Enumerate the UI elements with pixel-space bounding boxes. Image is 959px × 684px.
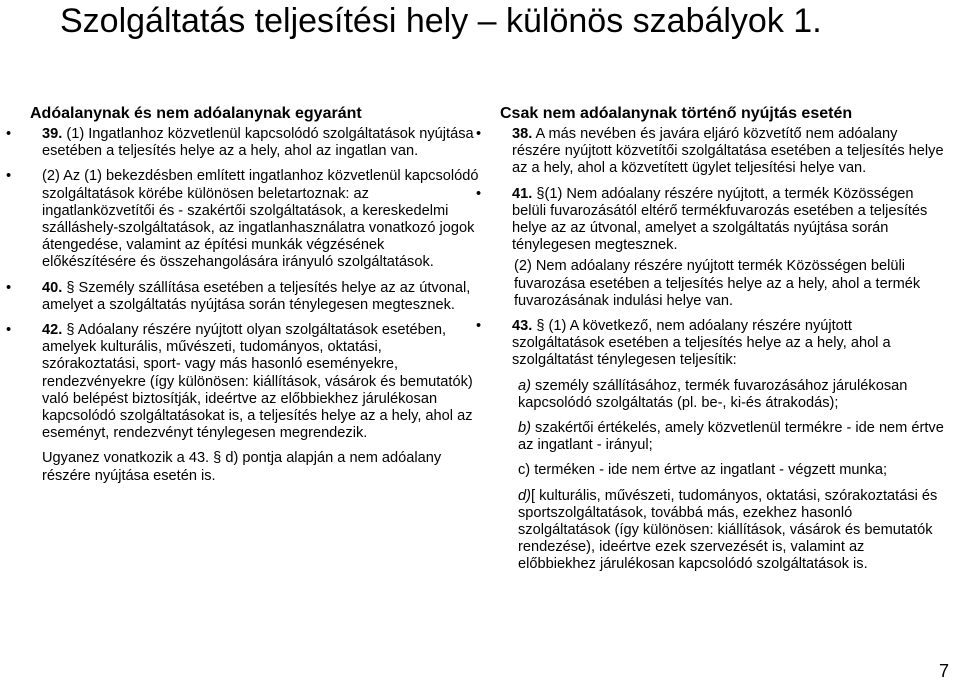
section-number: 42. <box>42 322 63 339</box>
bullet-marker: • <box>476 318 482 335</box>
right-column <box>476 104 945 574</box>
bullet-marker: • <box>476 126 482 142</box>
left-heading: Adóalanynak és nem adóalanynak egyaránt <box>30 105 362 122</box>
list-item-43 <box>476 318 945 370</box>
left-column <box>6 104 480 485</box>
list-item-39 <box>6 126 480 160</box>
section-number: 43. <box>512 318 533 335</box>
right-heading: Csak nem adóalanynak történő nyújtás esetén <box>500 105 853 122</box>
page-number: 7 <box>938 661 949 681</box>
item-text: szakértői értékelés, amely közvetlenül termékre - ide nem értve az ingatlant - irányul; <box>518 420 944 454</box>
item-text: §(1) Nem adóalany részére nyújtott, a termék Közösségen belüli fuvarozásától eltérő termékfuvarozás esetében a teljesítés helye az az útvonal, amelyet a szolgáltatás nyújtása során ténylegesen megtesznek. <box>512 185 928 254</box>
subitem-label: d) <box>518 487 531 504</box>
section-number: 38. <box>512 126 533 142</box>
item-text: [ kulturális, művészeti, tudományos, oktatási, szórakoztatási és sportszolgáltatások, továbbá más, ezekhez hasonló szolgáltatások (így különösen: kiállítások, vásárok és bemutatók rendezése), ideértve ezek szervezését is, valamint az előbbiekhez járulékosan kapcsolódó szolgáltatások is. <box>518 487 938 573</box>
item-text: c) terméken - ide nem értve az ingatlant - végzett munka; <box>518 462 888 479</box>
note-text: Ugyanez vonatkozik a 43. § d) pontja alapján a nem adóalany részére nyújtása esetén is. <box>42 450 442 484</box>
section-number: 40. <box>42 279 63 296</box>
item-text: A más nevében és javára eljáró közvetítő nem adóalany részére nyújtott közvetítői szolgáltatása esetében a teljesítés helye az a hely, ahol a közvetített ügylet teljesítési helye van. <box>512 126 944 177</box>
list-item-41 <box>476 185 945 255</box>
list-item-39-2 <box>6 168 480 271</box>
list-item-38 <box>476 126 945 178</box>
subitem-d <box>500 488 945 574</box>
list-item-42 <box>6 322 480 442</box>
item-text: § Személy szállítása esetében a teljesítés helye az az útvonal, amelyet a szolgáltatás nyújtása során ténylegesen megtesznek. <box>42 279 471 313</box>
section-number: 39. <box>42 126 63 142</box>
bullet-marker: • <box>476 185 482 202</box>
subitem-label: b) <box>518 420 531 437</box>
item-text: (2) Nem adóalany részére nyújtott termék Közösségen belüli fuvarozása esetében a teljesítés helye az a hely, ahol a termék fuvarozásának indulási helye van. <box>514 258 921 309</box>
subitem-a <box>500 378 945 412</box>
bullet-marker: • <box>6 279 12 296</box>
item-text: § (1) A következő, nem adóalany részére nyújtott szolgáltatások esetében a teljesítés helye az a hely, ahol a szolgáltatást ténylegesen teljesítik: <box>512 318 891 369</box>
paragraph-41-2 <box>500 258 945 310</box>
subitem-c <box>500 462 945 479</box>
item-text: (1) Ingatlanhoz közvetlenül kapcsolódó szolgáltatások nyújtása esetében a teljesítés helye az a hely, ahol az ingatlan van. <box>42 126 474 160</box>
item-text: (2) Az (1) bekezdésben említett ingatlanhoz közvetlenül kapcsolódó szolgáltatások körébe különösen beletartoznak: az ingatlanközvetítői és - szakértői szolgáltatások, a kereskedelmi szálláshely-szolgáltatások, az ingatlanhasználatra vonatkozó jogok átengedése, valamint az építési munkák végzésének előkészítésére és összehangolására irányuló szolgáltatások. <box>42 168 479 271</box>
note-paragraph <box>30 450 480 484</box>
bullet-marker: • <box>6 168 12 185</box>
subitem-b <box>500 420 945 454</box>
list-item-40 <box>6 279 480 314</box>
bullet-marker: • <box>6 322 12 339</box>
page-title: Szolgáltatás teljesítési hely – különös szabályok 1. <box>60 2 822 40</box>
item-text: § Adóalany részére nyújtott olyan szolgáltatások esetében, amelyek kulturális, művészeti, tudományos, oktatási, szórakoztatási, sport- vagy más hasonló eseményekre, rendezvényekre (így különösen: kiállítások, vásárok és bemutatók) való belépést biztosítják, ideértve az előbbiekhez járulékosan kapcsolódó szolgáltatásokat is, a teljesítés helye az a hely, ahol az eseményt, rendezvényt ténylegesen megrendezik. <box>42 322 473 442</box>
bullet-marker: • <box>6 126 12 142</box>
subitem-label: a) <box>518 377 531 394</box>
item-text: személy szállításához, termék fuvarozásához járulékosan kapcsolódó szolgáltatás (pl. be-, ki-és átrakodás); <box>518 377 908 411</box>
section-number: 41. <box>512 185 533 202</box>
